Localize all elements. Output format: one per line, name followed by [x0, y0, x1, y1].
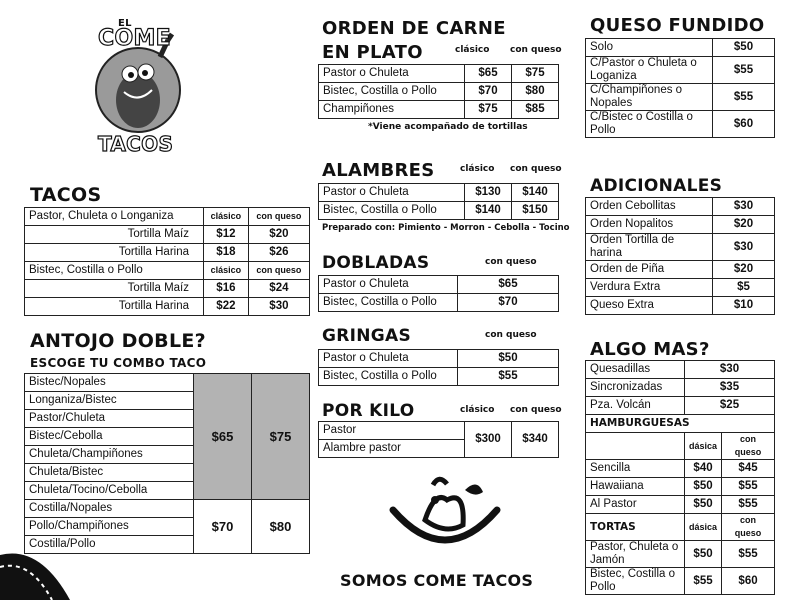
price: $55	[685, 568, 722, 595]
item-name: Pastor o Chuleta	[319, 184, 465, 202]
antojo-subtitle: ESCOGE TU COMBO TACO	[30, 356, 207, 370]
price: $150	[512, 202, 559, 220]
table-row	[586, 279, 775, 297]
combo-name: Costilla/Pollo	[25, 536, 194, 554]
porkilo-header-conqueso: con queso	[510, 405, 562, 415]
item-name: Hawaiiana	[586, 478, 685, 496]
antojo-title: ANTOJO DOBLE?	[30, 330, 206, 352]
price: $12	[204, 226, 249, 244]
table-row	[586, 415, 775, 433]
porkilo-table	[318, 421, 559, 458]
item-name: Tortilla Maíz	[25, 280, 204, 298]
queso-title: QUESO FUNDIDO	[590, 15, 765, 36]
table-row	[586, 111, 775, 138]
item-name: Alambre pastor	[319, 440, 465, 458]
table-row	[586, 84, 775, 111]
item-name: Solo	[586, 39, 713, 57]
price: $35	[685, 379, 775, 397]
table-row	[586, 478, 775, 496]
dobladas-title: DOBLADAS	[322, 253, 430, 273]
column-header: dásica	[685, 433, 722, 460]
table-row	[319, 350, 559, 368]
table-row	[25, 374, 310, 392]
table-row	[25, 280, 310, 298]
price: $50	[685, 496, 722, 514]
item-name: Pastor o Chuleta	[319, 350, 458, 368]
table-row	[586, 57, 775, 84]
item-name: Orden Cebollitas	[586, 198, 713, 216]
table-row	[586, 514, 775, 541]
price: $75	[252, 374, 310, 500]
tortilla-decoration-icon	[0, 545, 80, 600]
price: $50	[713, 39, 775, 57]
combo-name: Bistec/Cebolla	[25, 428, 194, 446]
table-row	[586, 39, 775, 57]
logo-come: COME	[98, 26, 171, 51]
item-name: Orden Nopalitos	[586, 216, 713, 234]
price: $130	[465, 184, 512, 202]
item-name: Bistec, Costilla o Pollo	[319, 368, 458, 386]
price: $10	[713, 297, 775, 315]
orden-title-1: ORDEN DE CARNE	[322, 18, 506, 39]
price: $25	[685, 397, 775, 415]
item-name: Queso Extra	[586, 297, 713, 315]
price: $22	[204, 298, 249, 316]
price: $55	[722, 478, 775, 496]
price: $30	[248, 298, 309, 316]
price: $24	[248, 280, 309, 298]
price: $65	[194, 374, 252, 500]
gringas-title: GRINGAS	[322, 326, 412, 346]
algomas-table	[585, 360, 775, 595]
algomas-title: ALGO MAS?	[590, 339, 710, 360]
item-name: Tortilla Maíz	[25, 226, 204, 244]
logo-el: EL	[118, 18, 132, 29]
table-row	[586, 397, 775, 415]
item-name: Orden Tortilla de harina	[586, 234, 713, 261]
orden-header-clasico: clásico	[455, 45, 490, 55]
price: $75	[465, 101, 512, 119]
table-row	[319, 202, 559, 220]
price: $30	[713, 234, 775, 261]
price: $80	[512, 83, 559, 101]
table-row	[586, 198, 775, 216]
table-row	[25, 244, 310, 262]
table-row	[586, 216, 775, 234]
column-header: con queso	[722, 514, 775, 541]
queso-table	[585, 38, 775, 138]
price: $30	[685, 361, 775, 379]
item-name: Pastor o Chuleta	[319, 65, 465, 83]
combo-name: Bistec/Nopales	[25, 374, 194, 392]
item-name: Bistec, Costilla o Pollo	[25, 262, 204, 280]
table-row	[25, 226, 310, 244]
table-row	[25, 262, 310, 280]
price: $70	[458, 294, 559, 312]
item-name: C/Bistec o Costilla o Pollo	[586, 111, 713, 138]
item-name: Bistec, Costilla o Pollo	[319, 83, 465, 101]
item-name: Pastor o Chuleta	[319, 276, 458, 294]
table-row	[319, 101, 559, 119]
item-name: Tortilla Harina	[25, 244, 204, 262]
price: $18	[204, 244, 249, 262]
price: $60	[713, 111, 775, 138]
orden-note: *Viene acompañado de tortillas	[368, 122, 528, 132]
alambres-note: Preparado con: Pimiento - Morron - Cebolla - Tocino	[322, 223, 570, 233]
item-name: Bistec, Costilla o Pollo	[319, 202, 465, 220]
item-name: Sincronizadas	[586, 379, 685, 397]
table-row	[586, 234, 775, 261]
alambres-header-clasico: clásico	[460, 164, 495, 174]
price: $55	[713, 84, 775, 111]
column-header: con queso	[722, 433, 775, 460]
table-row	[586, 379, 775, 397]
item-name: C/Champiñones o Nopales	[586, 84, 713, 111]
table-row	[319, 276, 559, 294]
price: $80	[252, 500, 310, 554]
item-name: Orden de Piña	[586, 261, 713, 279]
table-row	[25, 500, 310, 518]
table-row	[319, 422, 559, 440]
tacos-title: TACOS	[30, 184, 102, 206]
price: $140	[512, 184, 559, 202]
price: $140	[465, 202, 512, 220]
porkilo-title: POR KILO	[322, 401, 415, 421]
antojo-table	[24, 373, 310, 554]
price: $55	[713, 57, 775, 84]
table-row	[319, 184, 559, 202]
combo-name: Chuleta/Champiñones	[25, 446, 194, 464]
section-header: TORTAS	[586, 514, 685, 541]
price: $5	[713, 279, 775, 297]
price: $65	[458, 276, 559, 294]
combo-name: Longaniza/Bistec	[25, 392, 194, 410]
table-row	[319, 294, 559, 312]
item-name: C/Pastor o Chuleta o Loganiza	[586, 57, 713, 84]
item-name: Verdura Extra	[586, 279, 713, 297]
blank-cell	[586, 433, 685, 460]
item-name: Quesadillas	[586, 361, 685, 379]
price: $65	[465, 65, 512, 83]
item-name: Tortilla Harina	[25, 298, 204, 316]
porkilo-header-clasico: clásico	[460, 405, 495, 415]
combo-name: Pollo/Champiñones	[25, 518, 194, 536]
table-row	[586, 568, 775, 595]
price: $16	[204, 280, 249, 298]
orden-header-conqueso: con queso	[510, 45, 562, 55]
price: $20	[713, 261, 775, 279]
logo-tacos: TACOS	[98, 132, 174, 156]
adicionales-table	[585, 197, 775, 315]
dobladas-header-conqueso: con queso	[485, 257, 537, 267]
table-row	[586, 460, 775, 478]
price: $85	[512, 101, 559, 119]
price: $30	[713, 198, 775, 216]
item-name: Pastor, Chuleta o Jamón	[586, 541, 685, 568]
price: $55	[722, 496, 775, 514]
column-header: con queso	[248, 262, 309, 280]
alambres-header-conqueso: con queso	[510, 164, 562, 174]
column-header: clásico	[204, 208, 249, 226]
price: $60	[722, 568, 775, 595]
combo-name: Costilla/Nopales	[25, 500, 194, 518]
item-name: Pza. Volcán	[586, 397, 685, 415]
taco-smile-icon	[385, 470, 505, 560]
price: $20	[248, 226, 309, 244]
logo	[88, 12, 188, 162]
price: $45	[722, 460, 775, 478]
column-header: clásico	[204, 262, 249, 280]
price: $50	[685, 478, 722, 496]
column-header: con queso	[248, 208, 309, 226]
alambres-title: ALAMBRES	[322, 160, 435, 181]
table-row	[586, 297, 775, 315]
price: $70	[465, 83, 512, 101]
item-name: Pastor	[319, 422, 465, 440]
adicionales-title: ADICIONALES	[590, 176, 723, 196]
table-row	[586, 361, 775, 379]
price: $26	[248, 244, 309, 262]
table-row	[586, 433, 775, 460]
footer-slogan: SOMOS COME TACOS	[340, 571, 534, 590]
tacos-table	[24, 207, 310, 316]
combo-name: Chuleta/Bistec	[25, 464, 194, 482]
price: $20	[713, 216, 775, 234]
gringas-header-conqueso: con queso	[485, 330, 537, 340]
combo-name: Pastor/Chuleta	[25, 410, 194, 428]
price: $50	[458, 350, 559, 368]
combo-name: Chuleta/Tocino/Cebolla	[25, 482, 194, 500]
alambres-table	[318, 183, 559, 220]
price: $75	[512, 65, 559, 83]
item-name: Bistec, Costilla o Pollo	[586, 568, 685, 595]
item-name: Al Pastor	[586, 496, 685, 514]
table-row	[586, 541, 775, 568]
table-row	[586, 496, 775, 514]
table-row	[586, 261, 775, 279]
table-row	[25, 208, 310, 226]
column-header: dásica	[685, 514, 722, 541]
price: $340	[512, 422, 559, 458]
price: $40	[685, 460, 722, 478]
table-row	[25, 298, 310, 316]
item-name: Bistec, Costilla o Pollo	[319, 294, 458, 312]
gringas-table	[318, 349, 559, 386]
section-header: HAMBURGUESAS	[586, 415, 775, 433]
orden-title-2: EN PLATO	[322, 42, 423, 63]
table-row	[319, 368, 559, 386]
item-name: Pastor, Chuleta o Longaniza	[25, 208, 204, 226]
price: $50	[685, 541, 722, 568]
price: $55	[458, 368, 559, 386]
price: $55	[722, 541, 775, 568]
item-name: Sencilla	[586, 460, 685, 478]
table-row	[319, 65, 559, 83]
table-row	[319, 83, 559, 101]
item-name: Champiñones	[319, 101, 465, 119]
price: $70	[194, 500, 252, 554]
orden-table	[318, 64, 559, 119]
dobladas-table	[318, 275, 559, 312]
price: $300	[465, 422, 512, 458]
